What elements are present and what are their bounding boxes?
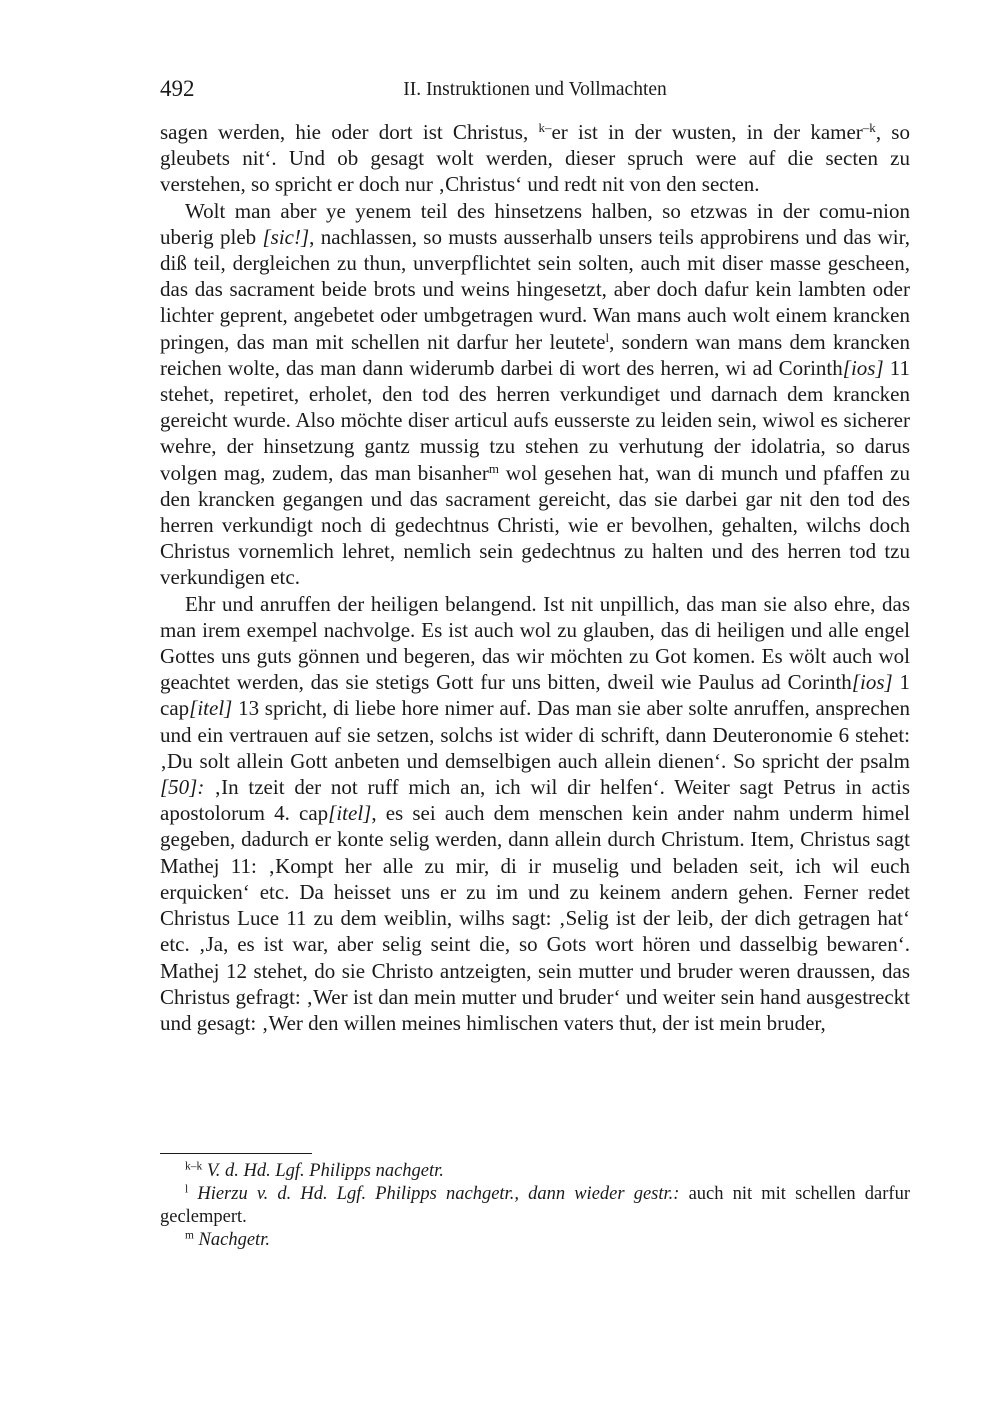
page-number: 492: [160, 76, 195, 101]
footnote-label: l: [185, 1183, 189, 1196]
running-head: II. Instruktionen und Vollmachten: [403, 79, 667, 100]
paragraph-2: [160, 198, 910, 591]
footnote-mark-k-close: –k: [862, 119, 876, 135]
footnote-label: k–k: [185, 1160, 203, 1173]
text-run: , nachlassen, so musts ausserhalb unsers teils approbirens und das wir, diß teil, dergleichen zu thun, unverpflichtet sein solten, auch mit diser masse gescheen, das das sacrament beide brots und weins hingesetzt, aber doch dafur kein lambten oder lichter geprent, angebetet oder umbgetragen wurd. Wan mans auch wolt einem krancken pringen, das man mit schellen nit darfur her leutete: [160, 224, 910, 354]
text-run: 11 stehet, repetiret, erholet, den tod des herren verkundiget und darnach dem krancken gereicht wurde. Also möchte diser articul aufs eusserste zu leiden sein, wiwol es sicherer wehre, der hinsetzung gantz mussig tzu stehen zu verhutung der idolatria, so darus volgen mag, zudem, das man bisanher: [160, 355, 910, 485]
text-run: 13 spricht, di liebe hore nimer auf. Das man sie aber solte anruffen, ansprechen und ein vertrauen auf sie setzen, solchs ist wider di schrift, dann Deuteronomie 6 stehet: ‚Du solt allein Gott anbeten und demselbigen auch allein dienen‘. So spricht der psalm: [160, 696, 910, 773]
footnote-l: [160, 1183, 910, 1229]
editorial-expansion: [itel]: [328, 801, 372, 826]
text-run: , es sei auch dem menschen kein ander nahm underm himel gegeben, dadurch er konte selig werden, dann allein durch Christum. Item, Christus sagt Mathej 11: ‚Kompt her alle zu mir, di ir muselig und beladen seit, ich wil euch erquicken‘ etc. Da heisset uns er zu im und zu keinem andern gehen. Ferner redet Christus Luce 11 zu dem weiblin, wilhs sagt: ‚Selig ist der leib, der dich getragen hat‘ etc. ‚Ja, es ist war, aber selig seint die, so Gots wort hören und dasselbig bewaren‘. Mathej 12 stehet, do sie Christo antzeigten, sein mutter und bruder weren draussen, das Christus gefragt: ‚Wer ist dan mein mutter und bruder‘ und weiter sein hand ausgestreckt und gesagt: ‚Wer den willen meines himlischen vaters thut, der ist mein bruder,: [160, 801, 910, 1035]
footnote-italic-text: Hierzu v. d. Hd. Lgf. Philipps nachgetr., dann wieder gestr.:: [197, 1184, 680, 1204]
text-run: Wolt man aber ye yenem teil des hinsetzens halben, so etzwas in der comu-nion uberig pleb: [160, 198, 910, 249]
editorial-note: [sic!]: [262, 224, 310, 249]
text-run: sagen werden, hie oder dort ist Christus,: [160, 120, 539, 144]
footnote-label: m: [185, 1229, 194, 1242]
editorial-expansion: [ios]: [851, 670, 893, 695]
footnote-text: auch nit mit schellen darfur geclempert.: [160, 1184, 911, 1227]
footnote-italic-text: Nachgetr.: [198, 1230, 270, 1250]
paragraph-1: [160, 119, 910, 198]
text-run: ‚In tzeit der not ruff mich an, ich wil dir helfen‘. Weiter sagt Petrus in actis apostolorum 4. cap: [160, 775, 910, 826]
paragraph-3: [160, 591, 910, 1036]
footnotes: [160, 1160, 910, 1252]
editorial-note: [50]:: [160, 775, 205, 800]
footnote-rule: [160, 1153, 312, 1154]
page-header: [160, 76, 910, 110]
footnote-mark-k-open: k–: [538, 119, 552, 135]
text-run: wol gesehen hat, wan di munch und pfaffen zu den krancken gegangen und das sacrament gereicht, das sie darbei gar nit den tod des herren verkundigt noch di gedechtnus Christi, wie er bevolhen, gehalten, wilchs doch Christus vornemlich lehret, nemlich sein gedechtnus zu halten und des herren tod tzu verkundigen etc.: [160, 460, 910, 590]
footnote-mark-m: m: [488, 460, 500, 476]
text-run: 1 cap: [160, 670, 910, 721]
editorial-expansion: [ios]: [842, 355, 884, 380]
footnote-k: [160, 1160, 910, 1183]
footnote-italic-text: V. d. Hd. Lgf. Philipps nachgetr.: [206, 1161, 444, 1181]
text-run: er ist in der wusten, in der kamer: [551, 120, 863, 144]
main-text: [160, 119, 910, 1036]
text-run: , sondern wan mans dem krancken reichen wolte, das man dann widerumb darbei di wort des herren, wi ad Corinth: [160, 329, 910, 380]
text-run: Ehr und anruffen der heiligen belangend. Ist nit unpillich, das man sie also ehre, das man irem exempel nachvolge. Es ist auch wol zu glauben, das di heiligen und alle engel Gottes uns guts gönnen und begeren, das wir möchten zu Got komen. Es wölt auch wol geachtet werden, das sie stetigs Gott fur uns bitten, dweil wie Paulus ad Corinth: [160, 591, 910, 695]
editorial-expansion: [itel]: [189, 696, 233, 721]
footnote-m: [160, 1229, 910, 1252]
text-run: , so gleubets nit‘. Und ob gesagt wolt werden, dieser spruch were auf die secten zu verstehen, so spricht er doch nur ‚Christus‘ und redt nit von den secten.: [160, 120, 910, 197]
footnote-mark-l: l: [605, 329, 610, 345]
